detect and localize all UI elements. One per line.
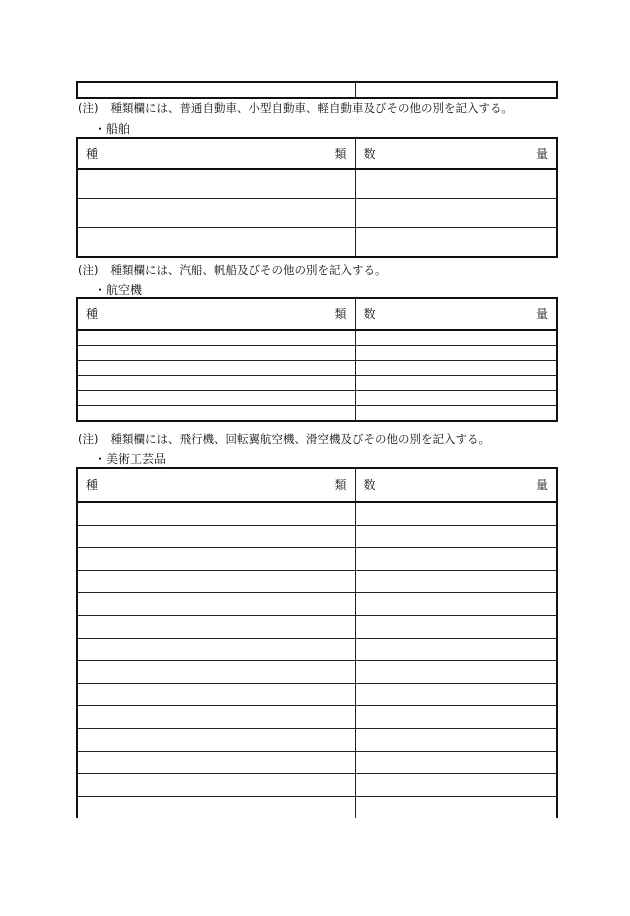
quantity-cell[interactable] — [355, 706, 557, 729]
quantity-cell[interactable] — [355, 796, 557, 818]
quantity-cell[interactable] — [355, 638, 557, 661]
table-row — [77, 391, 557, 406]
quantity-header — [355, 298, 557, 330]
kind-header — [77, 138, 355, 169]
table-row — [77, 199, 557, 228]
table-row — [77, 774, 557, 797]
kind-cell[interactable] — [77, 570, 355, 593]
kind-cell[interactable] — [77, 728, 355, 751]
table-row — [77, 570, 557, 593]
table-header-row — [77, 468, 557, 502]
quantity-cell[interactable] — [355, 199, 557, 228]
quantity-cell[interactable] — [355, 376, 557, 391]
table-row — [77, 330, 557, 346]
kind-cell[interactable] — [77, 638, 355, 661]
table-row — [77, 638, 557, 661]
quantity-header-left: 数 — [363, 478, 376, 492]
quantity-cell[interactable] — [355, 391, 557, 406]
quantity-cell[interactable] — [355, 330, 557, 346]
note-text: 種類欄には、汽船、帆船及びその他の別を記入する。 — [110, 263, 387, 277]
note-tag: (注) — [78, 432, 99, 446]
quantity-cell[interactable] — [355, 502, 557, 525]
table-row — [77, 548, 557, 571]
kind-cell[interactable] — [77, 683, 355, 706]
table-header-row — [77, 138, 557, 169]
table-header-row — [77, 298, 557, 330]
table-row — [77, 683, 557, 706]
kind-cell[interactable] — [77, 751, 355, 774]
table-row — [77, 525, 557, 548]
table-row — [77, 169, 557, 199]
quantity-cell[interactable] — [355, 683, 557, 706]
table-row — [77, 796, 557, 818]
note-tag: (注) — [78, 101, 99, 115]
quantity-cell[interactable] — [355, 82, 557, 98]
table-row — [77, 82, 557, 98]
kind-cell[interactable] — [77, 406, 355, 422]
quantity-cell[interactable] — [355, 346, 557, 361]
kind-cell[interactable] — [77, 525, 355, 548]
table-row — [77, 706, 557, 729]
kind-cell[interactable] — [77, 661, 355, 684]
quantity-cell[interactable] — [355, 728, 557, 751]
aircraft-note — [78, 431, 490, 447]
kind-header-right: 類 — [334, 146, 347, 161]
quantity-cell[interactable] — [355, 525, 557, 548]
quantity-cell[interactable] — [355, 774, 557, 797]
kind-header-right: 類 — [334, 307, 347, 321]
ships-heading: ・船舶 — [94, 122, 131, 136]
quantity-header-right: 量 — [535, 478, 548, 492]
quantity-header-left: 数 — [363, 146, 376, 161]
quantity-header — [355, 138, 557, 169]
quantity-cell[interactable] — [355, 361, 557, 376]
ships-note — [78, 262, 386, 278]
aircraft-table — [76, 297, 558, 422]
kind-cell[interactable] — [77, 346, 355, 361]
kind-header — [77, 298, 355, 330]
table-row — [77, 228, 557, 258]
quantity-cell[interactable] — [355, 570, 557, 593]
table-row — [77, 346, 557, 361]
art-table — [76, 467, 558, 818]
ships-table — [76, 137, 558, 258]
kind-cell[interactable] — [77, 706, 355, 729]
art-heading: ・美術工芸品 — [94, 452, 167, 466]
kind-cell[interactable] — [77, 376, 355, 391]
kind-cell[interactable] — [77, 774, 355, 797]
kind-cell[interactable] — [77, 796, 355, 818]
kind-cell[interactable] — [77, 199, 355, 228]
kind-header — [77, 468, 355, 502]
table-row — [77, 406, 557, 422]
table-row — [77, 502, 557, 525]
kind-cell[interactable] — [77, 82, 355, 98]
quantity-cell[interactable] — [355, 228, 557, 258]
quantity-cell[interactable] — [355, 615, 557, 638]
note-text: 種類欄には、飛行機、回転翼航空機、滑空機及びその他の別を記入する。 — [110, 432, 490, 446]
quantity-header-left: 数 — [363, 307, 376, 321]
kind-cell[interactable] — [77, 593, 355, 616]
table-row — [77, 728, 557, 751]
note-tag: (注) — [78, 263, 99, 277]
vehicles-note — [78, 100, 513, 116]
kind-cell[interactable] — [77, 391, 355, 406]
quantity-cell[interactable] — [355, 169, 557, 199]
quantity-header — [355, 468, 557, 502]
kind-header-right: 類 — [334, 478, 347, 492]
kind-cell[interactable] — [77, 548, 355, 571]
kind-cell[interactable] — [77, 169, 355, 199]
kind-cell[interactable] — [77, 502, 355, 525]
quantity-cell[interactable] — [355, 593, 557, 616]
kind-cell[interactable] — [77, 361, 355, 376]
quantity-cell[interactable] — [355, 406, 557, 422]
kind-cell[interactable] — [77, 228, 355, 258]
vehicles-table-fragment — [76, 81, 558, 99]
kind-cell[interactable] — [77, 330, 355, 346]
quantity-header-right: 量 — [535, 146, 548, 161]
table-row — [77, 615, 557, 638]
quantity-cell[interactable] — [355, 661, 557, 684]
table-row — [77, 376, 557, 391]
quantity-header-right: 量 — [535, 307, 548, 321]
table-row — [77, 593, 557, 616]
kind-header-left: 種 — [86, 307, 99, 321]
kind-header-left: 種 — [86, 146, 99, 161]
table-row — [77, 751, 557, 774]
kind-header-left: 種 — [86, 478, 99, 492]
quantity-cell[interactable] — [355, 548, 557, 571]
quantity-cell[interactable] — [355, 751, 557, 774]
table-row — [77, 661, 557, 684]
table-row — [77, 361, 557, 376]
kind-cell[interactable] — [77, 615, 355, 638]
note-text: 種類欄には、普通自動車、小型自動車、軽自動車及びその他の別を記入する。 — [110, 101, 513, 115]
aircraft-heading: ・航空機 — [94, 283, 143, 297]
